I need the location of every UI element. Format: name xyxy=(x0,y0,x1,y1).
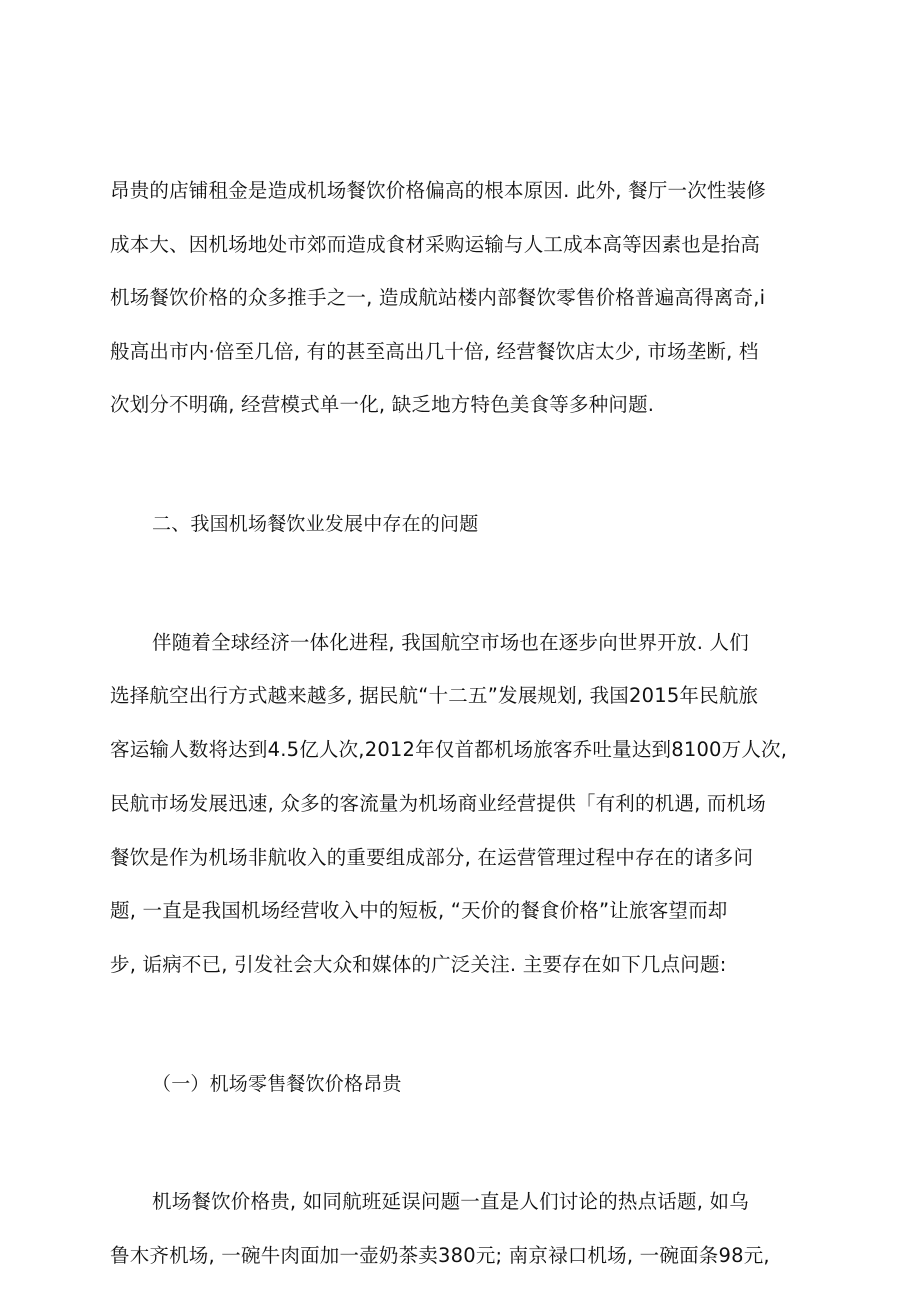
paragraph-line: 成本大、因机场地处市郊而造成食材采购运输与人工成本高等因素也是抬高 xyxy=(110,233,761,256)
subsection-heading: （一）机场零售餐饮价格昂贵 xyxy=(152,1073,402,1095)
paragraph-line: 鲁木齐机场, 一碗牛肉面加一壶奶茶卖380元; 南京禄口机场, 一碗面条98元, xyxy=(110,1244,770,1267)
paragraph-line: 昂贵的店铺租金是造成机场餐饮价格偏高的根本原因. 此外, 餐厅一次性装修 xyxy=(110,179,766,202)
paragraph-line: 餐饮是作为机场非航收入的重要组成部分, 在运营管理过程中存在的诸多问 xyxy=(110,846,754,869)
paragraph-line: 般高出市内·倍至几倍, 有的甚至高出几十倍, 经营餐饮店太少, 市场垄断, 档 xyxy=(110,340,759,363)
paragraph-line: 伴随着全球经济一体化进程, 我国航空市场也在逐步向世界开放. 人们 xyxy=(152,631,749,654)
paragraph-line: 次划分不明确, 经营模式单一化, 缺乏地方特色美食等多种问题. xyxy=(110,393,655,416)
paragraph-line: 客运输人数将达到4.5亿人次,2012年仅首都机场旅客乔吐量达到8100万人次, xyxy=(110,738,788,761)
paragraph-line: 步, 诟病不已, 引发社会大众和媒体的广泛关注. 主要存在如下几点问题: xyxy=(110,953,727,976)
paragraph-line: 题, 一直是我国机场经营收入中的短板, “天价的餐食价格”让旅客望而却 xyxy=(110,899,728,922)
section-heading: 二、我国机场餐饮业发展中存在的问题 xyxy=(152,513,479,535)
paragraph-line: 机场餐饮价格的众多推手之一, 造成航站楼内部餐饮零售价格普遍高得离奇,i xyxy=(110,286,766,309)
paragraph-line: 民航市场发展迅速, 众多的客流量为机场商业经营提供「有利的机遇, 而机场 xyxy=(110,792,766,815)
paragraph-line: 选择航空出行方式越来越多, 据民航“十二五”发展规划, 我国2015年民航旅 xyxy=(110,684,759,707)
paragraph-line: 机场餐饮价格贵, 如同航班延误问题一直是人们讨论的热点话题, 如乌 xyxy=(152,1190,749,1213)
